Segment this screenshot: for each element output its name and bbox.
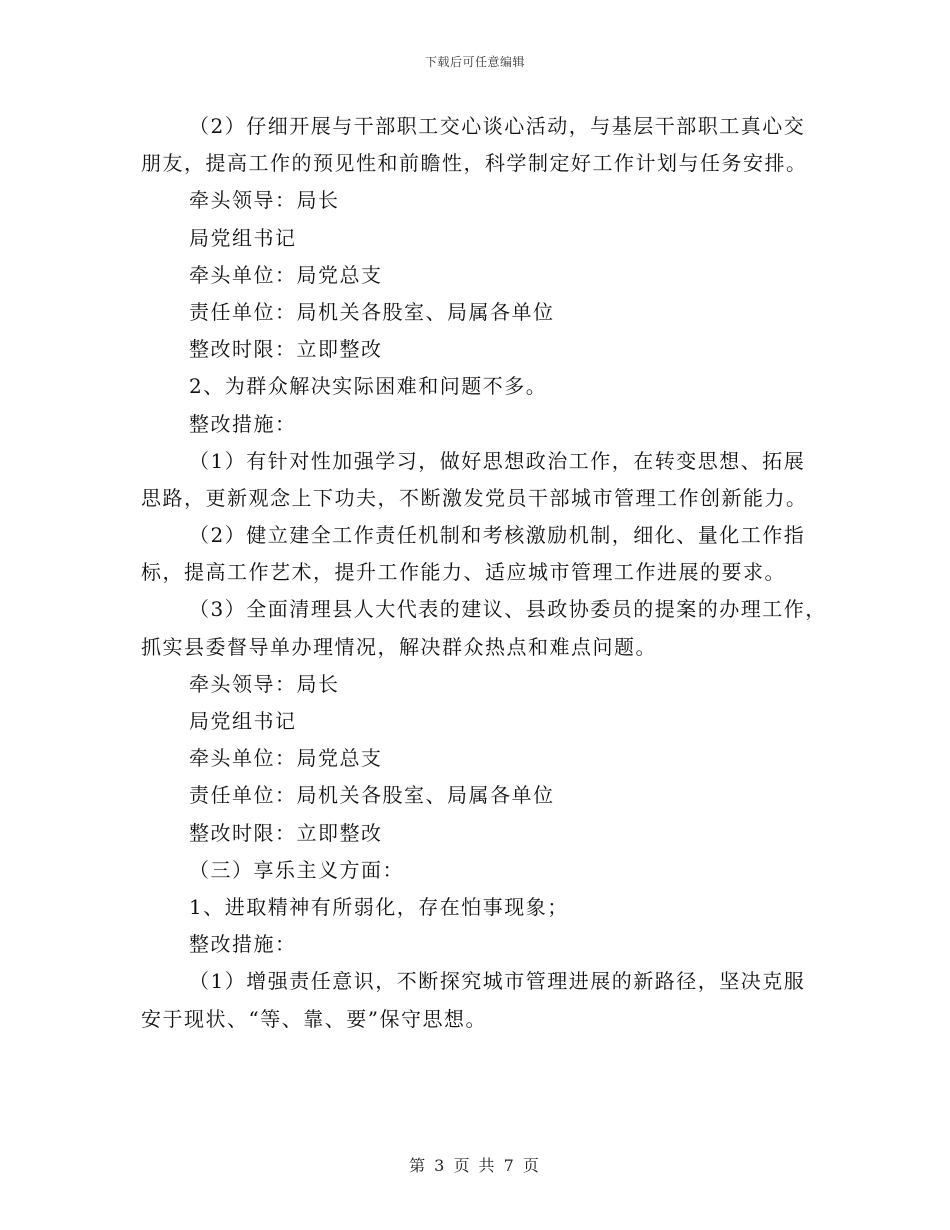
paragraph-line: （1）增强责任意识，不断探究城市管理进展的新路径，坚决克服 [189, 969, 806, 994]
document-body [141, 108, 827, 1038]
paragraph-line: 牵头领导：局长 [189, 671, 340, 696]
paragraph-line: 整改时限：立即整改 [189, 337, 383, 362]
paragraph-line: 思路，更新观念上下功夫，不断激发党员干部城市管理工作创新能力。 [141, 485, 808, 510]
page-number-footer: 第 3 页 共 7 页 [409, 1156, 541, 1175]
paragraph-line: （3）全面清理县人大代表的建议、县政协委员的提案的办理工作， [189, 597, 827, 622]
paragraph-line: 责任单位：局机关各股室、局属各单位 [189, 299, 555, 324]
paragraph-line: 局党组书记 [189, 709, 297, 733]
paragraph-line: （三）享乐主义方面： [189, 857, 404, 882]
paragraph-line: 1、进取精神有所弱化，存在怕事现象； [189, 894, 569, 919]
paragraph-line: （2）仔细开展与干部职工交心谈心活动，与基层干部职工真心交 [189, 114, 806, 138]
paragraph-line: 抓实县委督导单办理情况，解决群众热点和难点问题。 [141, 634, 657, 659]
paragraph-line: （1）有针对性加强学习，做好思想政治工作，在转变思想、拓展 [189, 448, 806, 473]
paragraph-line: 朋友，提高工作的预见性和前瞻性，科学制定好工作计划与任务安排。 [141, 151, 808, 176]
paragraph-line: （2）健立建全工作责任机制和考核激励机制，细化、量化工作指 [189, 523, 806, 548]
paragraph-line: 牵头单位：局党总支 [189, 746, 383, 771]
paragraph-line: 责任单位：局机关各股室、局属各单位 [189, 783, 555, 808]
paragraph-line: 局党组书记 [189, 225, 297, 250]
paragraph-line: 牵头单位：局党总支 [189, 262, 383, 287]
page-header: 下载后可任意编辑 [424, 55, 525, 69]
paragraph-line: 安于现状、“等、靠、要”保守思想。 [141, 1006, 487, 1031]
paragraph-line: 整改措施： [189, 932, 297, 957]
paragraph-line: 2、为群众解决实际困难和问题不多。 [189, 374, 548, 399]
paragraph-line: 整改措施： [189, 411, 297, 436]
paragraph-line: 标，提高工作艺术，提升工作能力、适应城市管理工作进展的要求。 [141, 560, 786, 585]
paragraph-line: 整改时限：立即整改 [189, 820, 383, 845]
paragraph-line: 牵头领导：局长 [189, 188, 340, 213]
